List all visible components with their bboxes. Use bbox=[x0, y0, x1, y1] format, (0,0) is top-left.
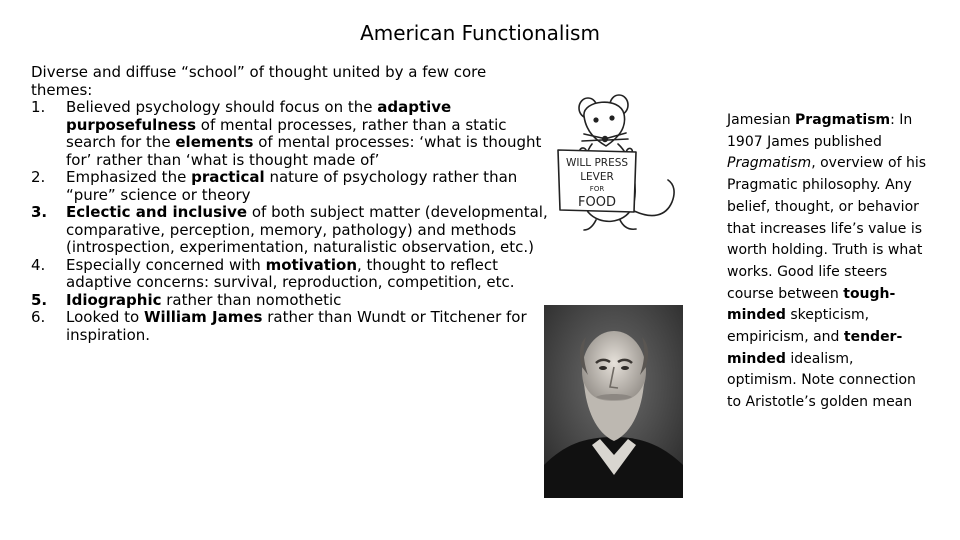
intro-text: Diverse and diffuse “school” of thought united by a few core themes: bbox=[31, 63, 487, 99]
note-text: Jamesian bbox=[727, 112, 796, 128]
rat-sign-line-4: FOOD bbox=[578, 195, 616, 210]
item-text: rather than nomothetic bbox=[161, 290, 342, 309]
item-text: of mental processes, rather than a static search for the bbox=[66, 115, 507, 151]
item-text: rather than Wundt or Titchener for inspiration. bbox=[66, 308, 527, 344]
note-emphasis: tough-minded bbox=[727, 285, 896, 324]
item-emphasis: practical bbox=[191, 168, 265, 186]
note-text: skepticism, empiricism, and bbox=[727, 307, 870, 346]
note-emphasis: tender-minded bbox=[727, 329, 903, 367]
list-number: 1. bbox=[31, 98, 46, 116]
item-emphasis: motivation bbox=[265, 255, 358, 274]
rat-sign-line-2: LEVER bbox=[580, 171, 614, 183]
theme-list bbox=[31, 99, 551, 344]
list-item bbox=[31, 257, 551, 292]
item-emphasis: Eclectic and inclusive bbox=[66, 203, 248, 221]
item-emphasis: Idiographic bbox=[66, 290, 162, 309]
item-text: , thought to reflect adaptive concerns: survival, reproduction, competition, etc. bbox=[66, 255, 515, 291]
item-text: Emphasized the bbox=[66, 168, 192, 186]
list-item bbox=[31, 169, 551, 204]
rat-sign-illustration bbox=[548, 94, 680, 242]
note-book-title: Pragmatism bbox=[727, 155, 812, 172]
item-text: of mental processes: ‘what is thought for’ rather than ‘what is thought made of’ bbox=[66, 133, 542, 169]
item-emphasis: William James bbox=[143, 308, 263, 326]
list-number: 3. bbox=[31, 203, 48, 221]
list-number: 6. bbox=[31, 308, 46, 326]
list-item bbox=[31, 99, 551, 169]
william-james-portrait bbox=[544, 305, 683, 498]
note-text: : In 1907 James published bbox=[727, 112, 913, 150]
note-text: idealism, optimism. Note connection to Aristotle’s golden mean bbox=[727, 350, 916, 411]
rat-sign-line-3: FOR bbox=[589, 185, 605, 193]
item-text: Especially concerned with bbox=[66, 255, 266, 274]
item-text: nature of psychology rather than “pure” science or theory bbox=[66, 168, 518, 204]
note-emphasis: Pragmatism bbox=[795, 112, 891, 128]
item-emphasis: elements bbox=[175, 133, 254, 151]
list-number: 2. bbox=[31, 168, 46, 186]
slide-title: American Functionalism bbox=[360, 21, 600, 45]
list-item bbox=[31, 204, 551, 257]
item-text: Looked to bbox=[66, 308, 144, 326]
list-item bbox=[31, 309, 551, 344]
item-text: of both subject matter (developmental, comparative, perception, memory, pathology) and methods (introspection, experimentation, naturalistic observation, etc.) bbox=[66, 203, 548, 256]
main-text-block bbox=[31, 64, 551, 344]
pragmatism-note bbox=[727, 110, 927, 414]
note-text: , overview of his Pragmatic philosophy. Any belief, thought, or behavior that increases life’s value is worth holding. Truth is what works. Good life steers course between bbox=[727, 155, 927, 302]
list-number: 5. bbox=[31, 290, 48, 309]
list-item bbox=[31, 292, 551, 310]
rat-sign-line-1: WILL PRESS bbox=[565, 157, 629, 169]
item-emphasis: adaptive purposefulness bbox=[66, 98, 452, 134]
list-number: 4. bbox=[31, 255, 46, 274]
item-text: Believed psychology should focus on the bbox=[66, 98, 378, 116]
